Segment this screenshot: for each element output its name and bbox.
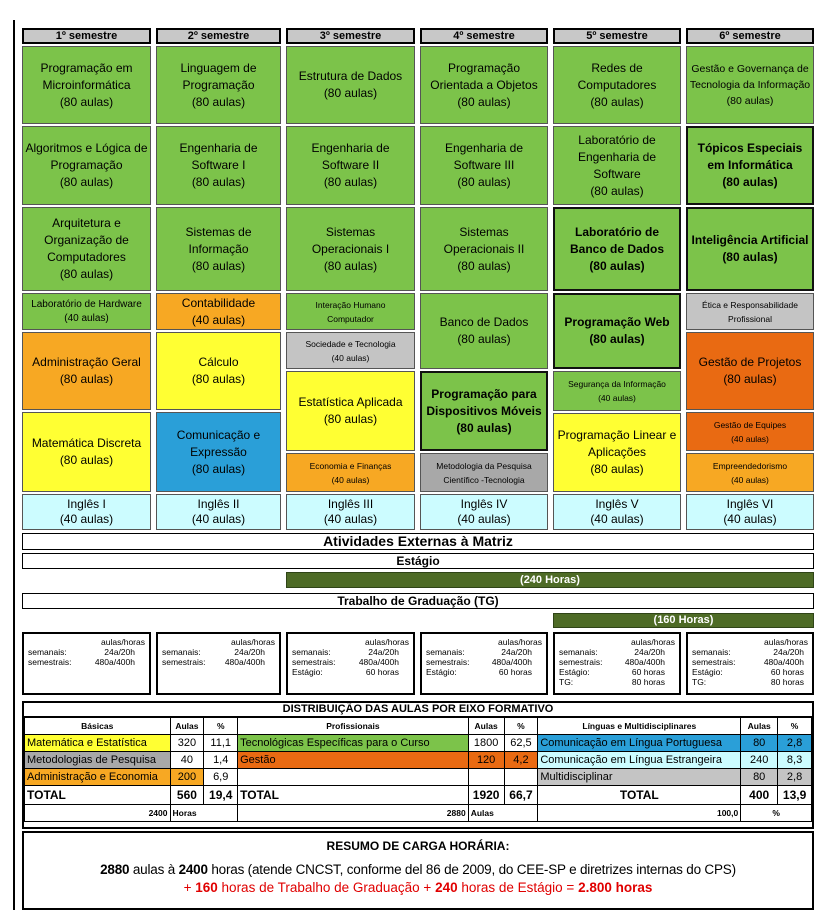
estagio-label: Estágio [22, 553, 814, 569]
summary-tg-hours: 160 [195, 880, 218, 895]
row-aulas: 40 [170, 752, 204, 769]
course-name: Laboratório de Hardware [31, 298, 142, 310]
course-name: Programação Web [564, 315, 670, 329]
left-border [13, 20, 15, 910]
summary-line-1 [24, 862, 812, 877]
course-name: Engenharia de Software I [179, 141, 258, 172]
basicas-header: Básicas [25, 718, 171, 735]
table-row [25, 752, 812, 769]
row-pct: 6,9 [204, 769, 238, 786]
total-pct: 13,9 [778, 786, 812, 805]
course-hours: (80 aulas) [191, 461, 246, 476]
summary-value: 80 horas [631, 677, 665, 687]
semester-summary-3 [286, 632, 415, 695]
course-name: Arquitetura e Organização de Computadores [44, 216, 129, 264]
summary-label: semestrais: [692, 657, 736, 667]
course-cell [686, 207, 814, 291]
summary-value: 60 horas [365, 667, 399, 677]
summary-text: horas de Trabalho de Graduação + [217, 880, 436, 895]
course-name: Inglês VI [726, 497, 774, 511]
row-pct: 1,4 [204, 752, 238, 769]
course-name: Cálculo [198, 355, 239, 369]
col-pct: % [204, 718, 238, 735]
summary-label: semestrais: [426, 657, 470, 667]
course-name: Empreendedorismo [712, 460, 788, 471]
course-name: Inglês III [327, 497, 374, 511]
total-label: TOTAL [238, 786, 469, 805]
row-aulas: 320 [170, 735, 204, 752]
summary-header: aulas/horas [631, 637, 675, 647]
aulas-total: 2880 [238, 805, 469, 822]
pct-label: % [741, 805, 812, 822]
summary-value: 480a/400h [94, 657, 135, 667]
summary-value: 480a/400h [224, 657, 265, 667]
course-hours: (80 aulas) [59, 94, 114, 109]
course-name: Inglês I [67, 497, 106, 511]
summary-label: Estágio: [426, 667, 457, 677]
course-hours: (80 aulas) [722, 250, 778, 264]
summary-header: aulas/horas [498, 637, 542, 647]
summary-label: semestrais: [162, 657, 206, 667]
summary-label: semestrais: [28, 657, 72, 667]
linguas-header: Línguas e Multidisciplinares [538, 718, 741, 735]
course-cell [286, 126, 415, 205]
total-row [25, 786, 812, 805]
course-name: Inglês V [595, 497, 639, 511]
aulas-label: Aulas [468, 805, 538, 822]
course-hours: (40 aulas) [59, 512, 114, 526]
semester-header-6: 6º semestre [686, 28, 814, 44]
course-cell [553, 371, 681, 411]
summary-header: aulas/horas [365, 637, 409, 647]
course-name: Segurança da Informação [568, 379, 666, 389]
course-cell [22, 332, 151, 410]
course-cell [286, 332, 415, 369]
row-pct: 4,2 [504, 752, 538, 769]
summary-value: 60 horas [770, 667, 804, 677]
course-name: Administração Geral [32, 355, 141, 369]
semester-summary-6 [686, 632, 814, 695]
course-name: Interação Humano Computador [315, 299, 386, 324]
course-name: Sistemas Operacionais I [311, 224, 390, 256]
row-pct: 11,1 [204, 735, 238, 752]
course-cell [156, 332, 281, 410]
row-pct: 62,5 [504, 735, 538, 752]
course-name: Laboratório de Engenharia de Software [577, 132, 657, 181]
course-name: Matemática Discreta [31, 436, 142, 450]
col-aulas: Aulas [741, 718, 778, 735]
summary-estagio-hours: 240 [435, 880, 458, 895]
course-cell [420, 126, 548, 205]
summary-value: 480a/400h [624, 657, 665, 667]
summary-value: 60 horas [498, 667, 532, 677]
course-cell [420, 207, 548, 291]
row-aulas: 120 [468, 752, 504, 769]
course-hours: (40 aulas) [191, 512, 246, 526]
course-name: Comunicação e Expressão [176, 427, 261, 459]
course-hours: (80 aulas) [323, 412, 378, 426]
row-label: Tecnológicas Específicas para o Curso [238, 735, 469, 752]
summary-value: 480a/400h [358, 657, 399, 667]
course-hours: (80 aulas) [456, 420, 512, 435]
hours-label: Horas [170, 805, 238, 822]
summary-label: semanais: [28, 647, 67, 657]
total-aulas: 400 [741, 786, 778, 805]
total-aulas: 560 [170, 786, 204, 805]
course-cell [286, 207, 415, 291]
course-name: Gestão e Governança de Tecnologia da Informação [689, 63, 811, 91]
course-cell [286, 494, 415, 530]
course-hours: (40 aulas) [64, 312, 109, 324]
distribution-title: DISTRIBUIÇÃO DAS AULAS POR EIXO FORMATIVO [24, 703, 812, 717]
total-label: TOTAL [538, 786, 741, 805]
semester-header-4: 4º semestre [420, 28, 548, 44]
col-aulas: Aulas [468, 718, 504, 735]
empty-cell [468, 769, 504, 786]
course-name: Sistemas de Informação [185, 224, 252, 256]
course-hours: (80 aulas) [191, 94, 246, 109]
distribution-header-row [25, 718, 812, 735]
course-hours: (40 aulas) [191, 312, 246, 327]
course-cell [553, 126, 681, 205]
course-hours: (40 aulas) [457, 512, 511, 526]
course-hours: (40 aulas) [723, 512, 777, 526]
course-name: Ética e Responsabilidade Profissional [702, 299, 798, 324]
course-hours: (40 aulas) [323, 512, 378, 526]
row-pct: 2,8 [778, 735, 812, 752]
course-hours: (80 aulas) [457, 258, 511, 273]
course-cell [286, 453, 415, 492]
hours-total: 2400 [25, 805, 171, 822]
summary-label: semanais: [292, 647, 331, 657]
course-cell [686, 412, 814, 451]
row-pct: 2,8 [778, 769, 812, 786]
course-cell [22, 412, 151, 492]
summary-label: TG: [559, 677, 574, 687]
estagio-hours-bar [286, 572, 814, 588]
course-cell [156, 412, 281, 492]
col-pct: % [778, 718, 812, 735]
course-cell [420, 293, 548, 369]
footer-row [25, 805, 812, 822]
course-hours: (80 aulas) [59, 175, 114, 189]
summary-label: Estágio: [559, 667, 590, 677]
summary-label: Estágio: [292, 667, 323, 677]
course-cell [420, 453, 548, 492]
row-aulas: 240 [741, 752, 778, 769]
semester-summary-2 [156, 632, 281, 695]
course-cell [553, 293, 681, 369]
summary-label: semanais: [162, 647, 201, 657]
course-cell [22, 207, 151, 291]
course-hours: (80 aulas) [457, 94, 511, 109]
course-name: Programação Orientada a Objetos [430, 60, 538, 92]
course-name: Tópicos Especiais em Informática [697, 141, 803, 172]
course-hours: (80 aulas) [191, 175, 246, 189]
table-row [25, 769, 812, 786]
course-cell [686, 126, 814, 205]
course-cell [553, 413, 681, 492]
course-name: Inglês II [197, 497, 240, 511]
course-cell [22, 293, 151, 330]
course-name: Programação para Dispositivos Móveis [426, 386, 542, 418]
summary-value: 24a/20h [234, 647, 265, 657]
row-label: Administração e Economia [25, 769, 171, 786]
course-name: Redes de Computadores [577, 60, 657, 92]
tg-hours-bar [553, 613, 814, 628]
course-hours: (80 aulas) [726, 95, 774, 107]
course-name: Gestão de Projetos [698, 355, 802, 369]
course-cell [686, 46, 814, 124]
course-cell [156, 494, 281, 530]
course-hours: (80 aulas) [191, 372, 246, 386]
course-cell [686, 494, 814, 530]
col-aulas: Aulas [170, 718, 204, 735]
course-name: Estatística Aplicada [298, 395, 403, 409]
course-hours: (40 aulas) [331, 474, 370, 485]
total-pct: 19,4 [204, 786, 238, 805]
course-cell [286, 293, 415, 330]
summary-line-2 [24, 880, 812, 895]
tg-hours: (160 Horas) [653, 614, 714, 626]
summary-label: semestrais: [559, 657, 603, 667]
course-hours: (40 aulas) [731, 433, 769, 444]
semester-header-5: 5º semestre [553, 28, 681, 44]
summary-label: Estágio: [692, 667, 723, 677]
summary-title: RESUMO DE CARGA HORÁRIA: [326, 839, 510, 853]
semester-header-3: 3º semestre [286, 28, 415, 44]
row-aulas: 1800 [468, 735, 504, 752]
course-hours: (80 aulas) [589, 258, 645, 273]
course-cell [420, 371, 548, 451]
col-pct: % [504, 718, 538, 735]
course-cell [156, 207, 281, 291]
total-pct: 66,7 [504, 786, 538, 805]
course-hours: (40 aulas) [731, 474, 769, 485]
course-hours: (80 aulas) [457, 175, 511, 189]
course-hours: (40 aulas) [598, 393, 636, 403]
course-name: Engenharia de Software II [311, 141, 390, 172]
course-name: Sociedade e Tecnologia [305, 338, 396, 349]
row-aulas: 200 [170, 769, 204, 786]
course-hours: (80 aulas) [323, 258, 378, 273]
course-cell [686, 293, 814, 330]
summary-total: 2.800 horas [578, 880, 653, 895]
course-hours: (80 aulas) [457, 332, 511, 346]
summary-value: 24a/20h [501, 647, 532, 657]
semester-summary-1 [22, 632, 151, 695]
summary-text: horas de Estágio = [457, 880, 579, 895]
row-label: Matemática e Estatística [25, 735, 171, 752]
row-label: Gestão [238, 752, 469, 769]
summary-label: semestrais: [292, 657, 336, 667]
distribution-grid [24, 717, 812, 822]
course-hours: (80 aulas) [323, 86, 378, 100]
summary-header: aulas/horas [231, 637, 275, 647]
course-name: Estrutura de Dados [298, 69, 403, 83]
course-cell [553, 494, 681, 530]
summary-value: 480a/400h [491, 657, 532, 667]
course-cell [22, 494, 151, 530]
profissionais-header: Profissionais [238, 718, 469, 735]
course-name: Contabilidade [181, 295, 256, 310]
course-hours: (40 aulas) [590, 512, 644, 526]
course-cell [420, 46, 548, 124]
summary-value: 480a/400h [763, 657, 804, 667]
course-hours: (80 aulas) [191, 258, 246, 273]
course-hours: (80 aulas) [723, 372, 777, 386]
pct-total: 100,0 [538, 805, 741, 822]
course-cell [686, 453, 814, 492]
tg-label: Trabalho de Graduação (TG) [22, 593, 814, 609]
distribution-table [22, 701, 814, 829]
estagio-hours: (240 Horas) [520, 574, 580, 586]
row-aulas: 80 [741, 735, 778, 752]
course-hours: (80 aulas) [590, 462, 644, 476]
course-name: Banco de Dados [439, 315, 529, 329]
course-cell [553, 207, 681, 291]
course-hours: (80 aulas) [59, 267, 114, 281]
semester-header-2: 2º semestre [156, 28, 281, 44]
workload-summary [22, 831, 814, 910]
summary-value: 24a/20h [773, 647, 804, 657]
course-cell [156, 46, 281, 124]
empty-cell [504, 769, 538, 786]
course-cell [286, 371, 415, 451]
summary-value: 24a/20h [104, 647, 135, 657]
course-hours: (80 aulas) [722, 175, 778, 189]
course-cell [22, 126, 151, 205]
course-cell [553, 46, 681, 124]
course-name: Sistemas Operacionais II [443, 224, 525, 256]
course-hours: (40 aulas) [331, 352, 370, 363]
course-hours: (80 aulas) [590, 183, 644, 198]
empty-cell [238, 769, 469, 786]
summary-aulas: 2880 [100, 862, 130, 877]
course-name: Metodologia da Pesquisa Científico -Tecnologia [436, 460, 532, 485]
course-cell [22, 46, 151, 124]
row-pct: 8,3 [778, 752, 812, 769]
course-cell [156, 293, 281, 330]
course-hours: (80 aulas) [59, 453, 114, 467]
row-label: Comunicação em Língua Estrangeira [538, 752, 741, 769]
course-cell [156, 126, 281, 205]
summary-label: semanais: [559, 647, 598, 657]
row-aulas: 80 [741, 769, 778, 786]
row-label: Comunicação em Língua Portuguesa [538, 735, 741, 752]
course-name: Gestão de Equipes [713, 419, 787, 430]
summary-text: aulas à [129, 862, 179, 877]
course-name: Linguagem de Programação [180, 60, 257, 92]
course-name: Programação em Microinformática [40, 60, 133, 92]
summary-value: 24a/20h [368, 647, 399, 657]
summary-header: aulas/horas [101, 637, 145, 647]
summary-header: aulas/horas [764, 637, 808, 647]
summary-text: horas (atende CNCST, conforme del 86 de 2009, do CEE-SP e diretrizes internas do CPS) [207, 862, 736, 877]
table-row [25, 735, 812, 752]
course-hours: (80 aulas) [323, 175, 378, 189]
course-hours: (80 aulas) [590, 94, 644, 109]
course-cell [420, 494, 548, 530]
semester-header-1: 1º semestre [22, 28, 151, 44]
course-name: Inglês IV [460, 497, 508, 511]
summary-value: 80 horas [770, 677, 804, 687]
course-name: Economia e Finanças [309, 460, 392, 471]
total-label: TOTAL [25, 786, 171, 805]
summary-label: semanais: [692, 647, 731, 657]
row-label: Metodologias de Pesquisa [25, 752, 171, 769]
course-cell [686, 332, 814, 410]
summary-label: TG: [692, 677, 707, 687]
summary-horas: 2400 [178, 862, 208, 877]
external-activities-title: Atividades Externas à Matriz [22, 533, 814, 550]
total-aulas: 1920 [468, 786, 504, 805]
summary-value: 60 horas [631, 667, 665, 677]
course-name: Algoritmos e Lógica de Programação [25, 141, 148, 172]
semester-summary-5 [553, 632, 681, 695]
course-name: Laboratório de Banco de Dados [569, 224, 665, 256]
course-cell [286, 46, 415, 124]
course-name: Inteligência Artificial [691, 233, 809, 247]
summary-value: 24a/20h [634, 647, 665, 657]
course-name: Programação Linear e Aplicações [557, 428, 677, 459]
course-hours: (80 aulas) [59, 372, 114, 386]
summary-label: semanais: [426, 647, 465, 657]
row-label: Multidisciplinar [538, 769, 741, 786]
summary-text: + [183, 880, 196, 895]
course-hours: (80 aulas) [589, 332, 645, 346]
course-name: Engenharia de Software III [444, 141, 524, 172]
semester-summary-4 [420, 632, 548, 695]
